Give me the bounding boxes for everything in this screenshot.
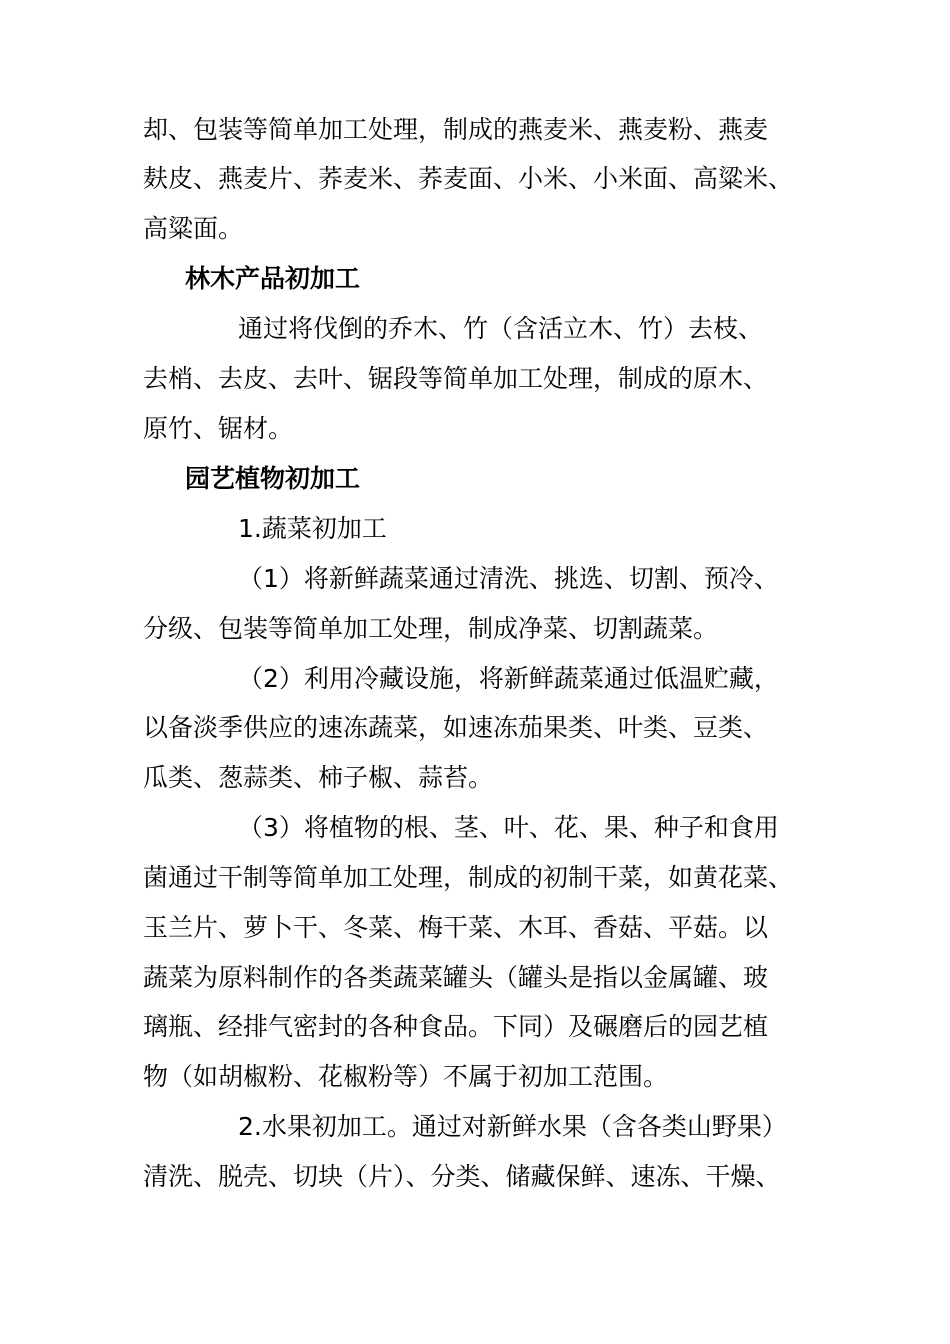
paragraph-line: 通过将伐倒的乔木、竹（含活立木、竹）去枝、: [238, 314, 764, 343]
paragraph-line: 以备淡季供应的速冻蔬菜，如速冻茄果类、叶类、豆类、: [143, 713, 769, 742]
paragraph-line: 却、包装等简单加工处理，制成的燕麦米、燕麦粉、燕麦: [143, 115, 769, 144]
paragraph-line: 玉兰片、萝卜干、冬菜、梅干菜、木耳、香菇、平菇。以: [143, 913, 769, 942]
subsection-heading-vegetables: 1.蔬菜初加工: [238, 514, 387, 543]
paragraph-line: 蔬菜为原料制作的各类蔬菜罐头（罐头是指以金属罐、玻: [143, 963, 769, 992]
paragraph-line: 原竹、锯材。: [143, 414, 294, 443]
paragraph-line: 菌通过干制等简单加工处理，制成的初制干菜，如黄花菜、: [143, 863, 794, 892]
section-heading-horticulture: 园艺植物初加工: [185, 464, 361, 493]
paragraph-line: 分级、包装等简单加工处理，制成净菜、切割蔬菜。: [143, 614, 719, 643]
section-heading-forestry: 林木产品初加工: [185, 264, 361, 293]
paragraph-line: 清洗、脱壳、切块（片）、分类、储藏保鲜、速冻、干燥、: [143, 1162, 781, 1191]
paragraph-line: （3）将植物的根、茎、叶、花、果、种子和食用: [238, 813, 779, 842]
paragraph-line: 物（如胡椒粉、花椒粉等）不属于初加工范围。: [143, 1062, 669, 1091]
paragraph-line: 瓜类、葱蒜类、柿子椒、蒜苔。: [143, 763, 494, 792]
paragraph-line: （1）将新鲜蔬菜通过清洗、挑选、切割、预冷、: [238, 564, 779, 593]
paragraph-line: 去梢、去皮、去叶、锯段等简单加工处理，制成的原木、: [143, 364, 769, 393]
paragraph-line: 麸皮、燕麦片、荞麦米、荞麦面、小米、小米面、高粱米、: [143, 164, 794, 193]
paragraph-line: 璃瓶、经排气密封的各种食品。下同）及碾磨后的园艺植: [143, 1012, 769, 1041]
subsection-heading-fruits: 2.水果初加工。通过对新鲜水果（含各类山野果）: [238, 1112, 787, 1141]
paragraph-line: （2）利用冷藏设施，将新鲜蔬菜通过低温贮藏，: [238, 664, 779, 693]
paragraph-line: 高粱面。: [143, 214, 244, 243]
